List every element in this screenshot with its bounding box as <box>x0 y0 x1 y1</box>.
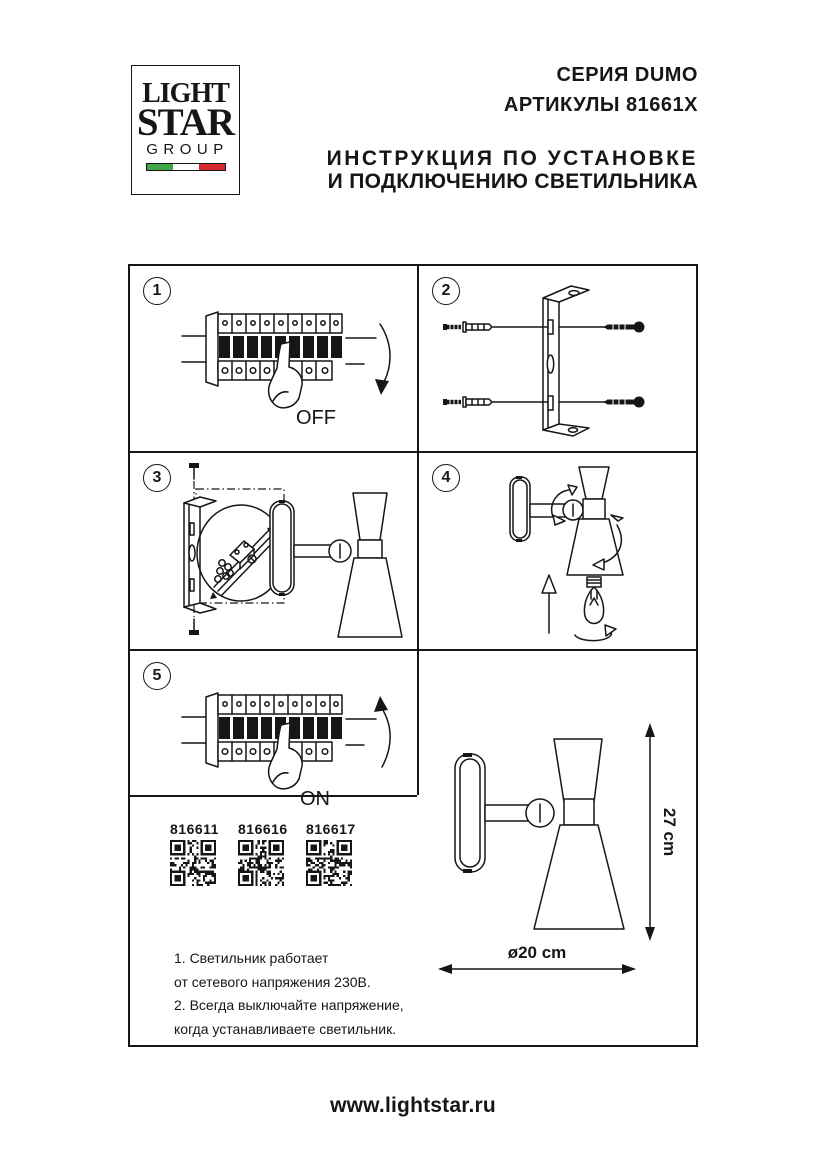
logo-text-star: STAR <box>136 101 235 144</box>
instruction-title-line2: И ПОДКЛЮЧЕНИЮ СВЕТИЛЬНИКА <box>327 170 698 193</box>
instruction-title-line1: ИНСТРУКЦИЯ ПО УСТАНОВКЕ <box>326 147 698 170</box>
article-numbers: АРТИКУЛЫ 81661Х <box>503 94 698 116</box>
step-4-panel <box>419 453 696 649</box>
qr-code-icon <box>170 840 216 886</box>
lightstar-logo <box>131 65 240 195</box>
switch-state-label: OFF <box>296 407 336 429</box>
qr-article-label: 816611 <box>170 821 219 837</box>
qr-notes-panel <box>130 797 417 1045</box>
step-1-number: 1 <box>143 277 171 305</box>
step-1-panel <box>130 266 417 451</box>
logo-text-group: GROUP <box>146 141 229 158</box>
safety-notes <box>174 947 404 1041</box>
height-dimension-label: 27 cm <box>660 807 679 857</box>
height-dimension <box>645 723 679 941</box>
bracket-screws-illustration <box>437 280 677 440</box>
qr-column <box>170 821 217 891</box>
note-line: 2. Всегда выключайте напряжение, <box>174 997 404 1013</box>
qr-article-label: 816617 <box>306 821 356 837</box>
qr-code-icon <box>238 840 284 886</box>
diameter-dimension-label: ø20 cm <box>507 943 567 962</box>
instruction-grid <box>128 264 698 1047</box>
qr-code-icon <box>306 840 352 886</box>
website-url: www.lightstar.ru <box>330 1094 496 1117</box>
circuit-breaker-off-illustration <box>180 302 412 444</box>
arrow-down-icon <box>380 324 390 386</box>
arrow-up-icon <box>381 707 390 767</box>
italian-flag-icon <box>146 163 226 171</box>
qr-code-row <box>170 821 356 891</box>
flag-red <box>199 164 225 170</box>
qr-article-label: 816616 <box>238 821 288 837</box>
note-line: от сетевого напряжения 230В. <box>174 973 371 990</box>
note-line: 1. Светильник работает <box>174 950 329 966</box>
step-3-number: 3 <box>143 464 171 492</box>
lamp-adjust-bulb-illustration <box>427 457 699 649</box>
series-name: СЕРИЯ DUMO <box>556 64 698 86</box>
flag-white <box>173 164 199 170</box>
step-5-number: 5 <box>143 662 171 690</box>
step-2-number: 2 <box>432 277 460 305</box>
flag-green <box>147 164 173 170</box>
step-4-number: 4 <box>432 464 460 492</box>
candle-bulb-icon <box>584 577 603 624</box>
qr-column <box>238 821 288 891</box>
step-3-panel <box>130 453 417 649</box>
lamp-mounting-illustration <box>134 455 408 647</box>
note-line: когда устанавливаете светильник. <box>174 1020 397 1037</box>
switch-state-label: ON <box>300 788 330 810</box>
logo-text-light: LIGHT <box>142 78 229 109</box>
diameter-dimension <box>438 943 636 974</box>
qr-column <box>306 821 356 891</box>
dimension-drawing-panel <box>419 651 696 1045</box>
step-5-panel <box>130 651 417 810</box>
document-title <box>327 60 698 193</box>
lamp-dimensions-illustration <box>419 651 698 1047</box>
step-2-panel <box>419 266 696 451</box>
